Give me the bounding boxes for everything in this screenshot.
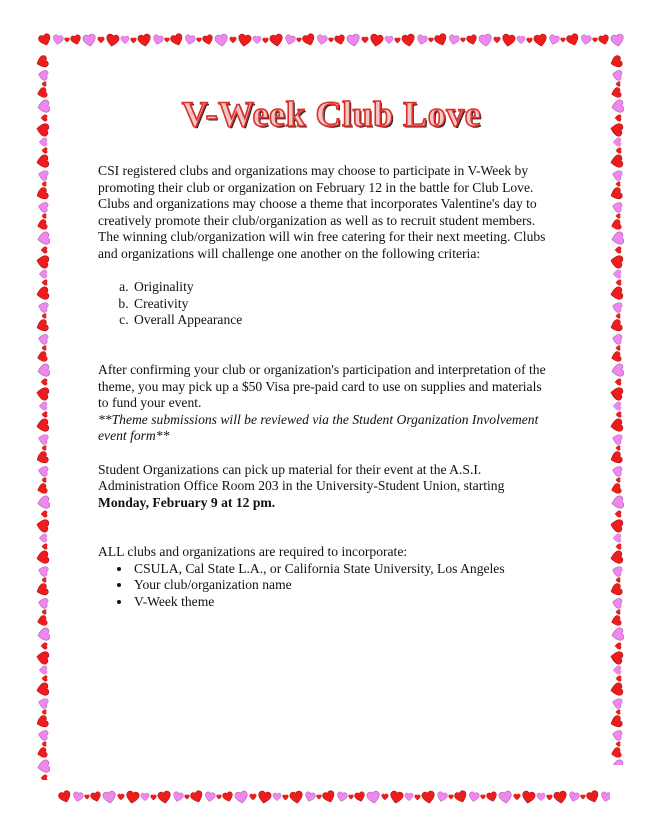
- heart-icon: [365, 789, 382, 805]
- heart-icon: [36, 728, 50, 742]
- heart-icon: [101, 789, 118, 805]
- heart-icon: [447, 33, 461, 47]
- heart-icon: [610, 596, 624, 610]
- heart-icon: [610, 200, 624, 214]
- intro-paragraph: CSI registered clubs and organizations may choose to participate in V-Week by promoting their club or organization on February 12 in the battle for Club Love. Clubs and organizations may choose a theme that incorporates Valentine's day to creatively promote their club/organization as well as to recruit student members. The winning club/organization will win free catering for their next meeting. Clubs and organizations will challenge one another on the following criteria:: [98, 163, 546, 261]
- heart-icon: [236, 32, 253, 48]
- heart-icon: [36, 494, 50, 511]
- heart-icon: [81, 32, 98, 48]
- heart-icon: [384, 35, 394, 45]
- heart-icon: [36, 385, 50, 402]
- heart-icon: [272, 792, 282, 802]
- heart-icon: [610, 464, 624, 478]
- requirements-list: [98, 561, 548, 611]
- requirement-item: • Your club/organization name: [132, 577, 548, 594]
- heart-icon: [104, 32, 121, 48]
- heart-icon: [477, 32, 494, 48]
- pickup-text: Student Organizations can pick up material for their event at the A.S.I. Administration Office Room 203 in the University-Student Union, starting: [98, 461, 505, 494]
- heart-icon: [36, 596, 50, 610]
- heart-icon: [612, 137, 622, 147]
- heart-icon: [36, 626, 50, 643]
- review-note: **Theme submissions will be reviewed via the Student Organization Involvement event form**: [98, 411, 539, 444]
- heart-icon: [467, 790, 481, 804]
- heart-icon: [36, 68, 50, 82]
- document-body: [98, 163, 548, 611]
- heart-icon: [233, 789, 250, 805]
- heart-icon: [612, 665, 622, 675]
- heart-icon: [38, 533, 48, 543]
- heart-icon: [368, 32, 385, 48]
- heart-icon: [497, 789, 514, 805]
- requirements-intro: ALL clubs and organizations are required to incorporate:: [98, 544, 408, 560]
- heart-icon: [140, 792, 150, 802]
- heart-icon: [612, 269, 622, 279]
- criteria-list: [98, 279, 548, 329]
- heart-icon: [609, 32, 624, 48]
- right-heart-border: [610, 55, 624, 765]
- heart-icon: [500, 32, 517, 48]
- heart-icon: [610, 517, 624, 534]
- page-title: V-Week Club Love: [181, 94, 482, 134]
- heart-icon: [610, 332, 624, 346]
- heart-icon: [213, 32, 230, 48]
- heart-icon: [36, 332, 50, 346]
- heart-icon: [610, 253, 624, 270]
- heart-icon: [335, 790, 349, 804]
- heart-icon: [36, 230, 50, 247]
- heart-icon: [610, 385, 624, 402]
- heart-icon: [36, 517, 50, 534]
- heart-icon: [36, 464, 50, 478]
- heart-icon: [612, 401, 622, 411]
- heart-icon: [610, 68, 624, 82]
- heart-icon: [612, 533, 622, 543]
- heart-icon: [38, 401, 48, 411]
- heart-icon: [610, 649, 624, 666]
- criteria-item: b. Creativity: [132, 296, 548, 313]
- criteria-item: a. Originality: [132, 279, 548, 296]
- left-heart-border: [36, 55, 50, 780]
- top-heart-border: [38, 32, 624, 48]
- heart-icon: [536, 792, 546, 802]
- heart-icon: [40, 774, 48, 780]
- bottom-heart-border: [58, 789, 610, 805]
- heart-icon: [183, 33, 197, 47]
- heart-icon: [120, 35, 130, 45]
- confirmation-paragraph: After confirming your club or organization's participation and interpretation of the theme, you may pick up a $50 Visa pre-paid card to use on supplies and materials to fund your event.: [98, 361, 546, 411]
- heart-icon: [38, 137, 48, 147]
- heart-icon: [315, 33, 329, 47]
- heart-icon: [36, 758, 50, 775]
- heart-icon: [36, 200, 50, 214]
- criteria-item: c. Overall Appearance: [132, 312, 548, 329]
- heart-icon: [610, 362, 624, 379]
- heart-icon: [610, 728, 624, 742]
- heart-icon: [36, 362, 50, 379]
- requirement-item: • CSULA, Cal State L.A., or California State University, Los Angeles: [132, 561, 548, 578]
- heart-icon: [516, 35, 526, 45]
- heart-icon: [610, 494, 624, 511]
- heart-icon: [36, 253, 50, 270]
- heart-icon: [388, 789, 405, 805]
- heart-icon: [38, 269, 48, 279]
- heart-icon: [345, 32, 362, 48]
- heart-icon: [404, 792, 414, 802]
- heart-icon: [203, 790, 217, 804]
- pickup-date: Monday, February 9 at 12 pm.: [98, 494, 276, 510]
- heart-icon: [124, 789, 141, 805]
- heart-icon: [579, 33, 593, 47]
- heart-icon: [599, 790, 610, 804]
- heart-icon: [51, 33, 65, 47]
- heart-icon: [610, 626, 624, 643]
- pickup-paragraph: [98, 462, 548, 512]
- heart-icon: [252, 35, 262, 45]
- heart-icon: [256, 789, 273, 805]
- heart-icon: [38, 665, 48, 675]
- heart-icon: [36, 649, 50, 666]
- heart-icon: [71, 790, 85, 804]
- heart-icon: [520, 789, 537, 805]
- requirement-item: • V-Week theme: [132, 594, 548, 611]
- heart-icon: [610, 758, 624, 765]
- heart-icon: [610, 230, 624, 247]
